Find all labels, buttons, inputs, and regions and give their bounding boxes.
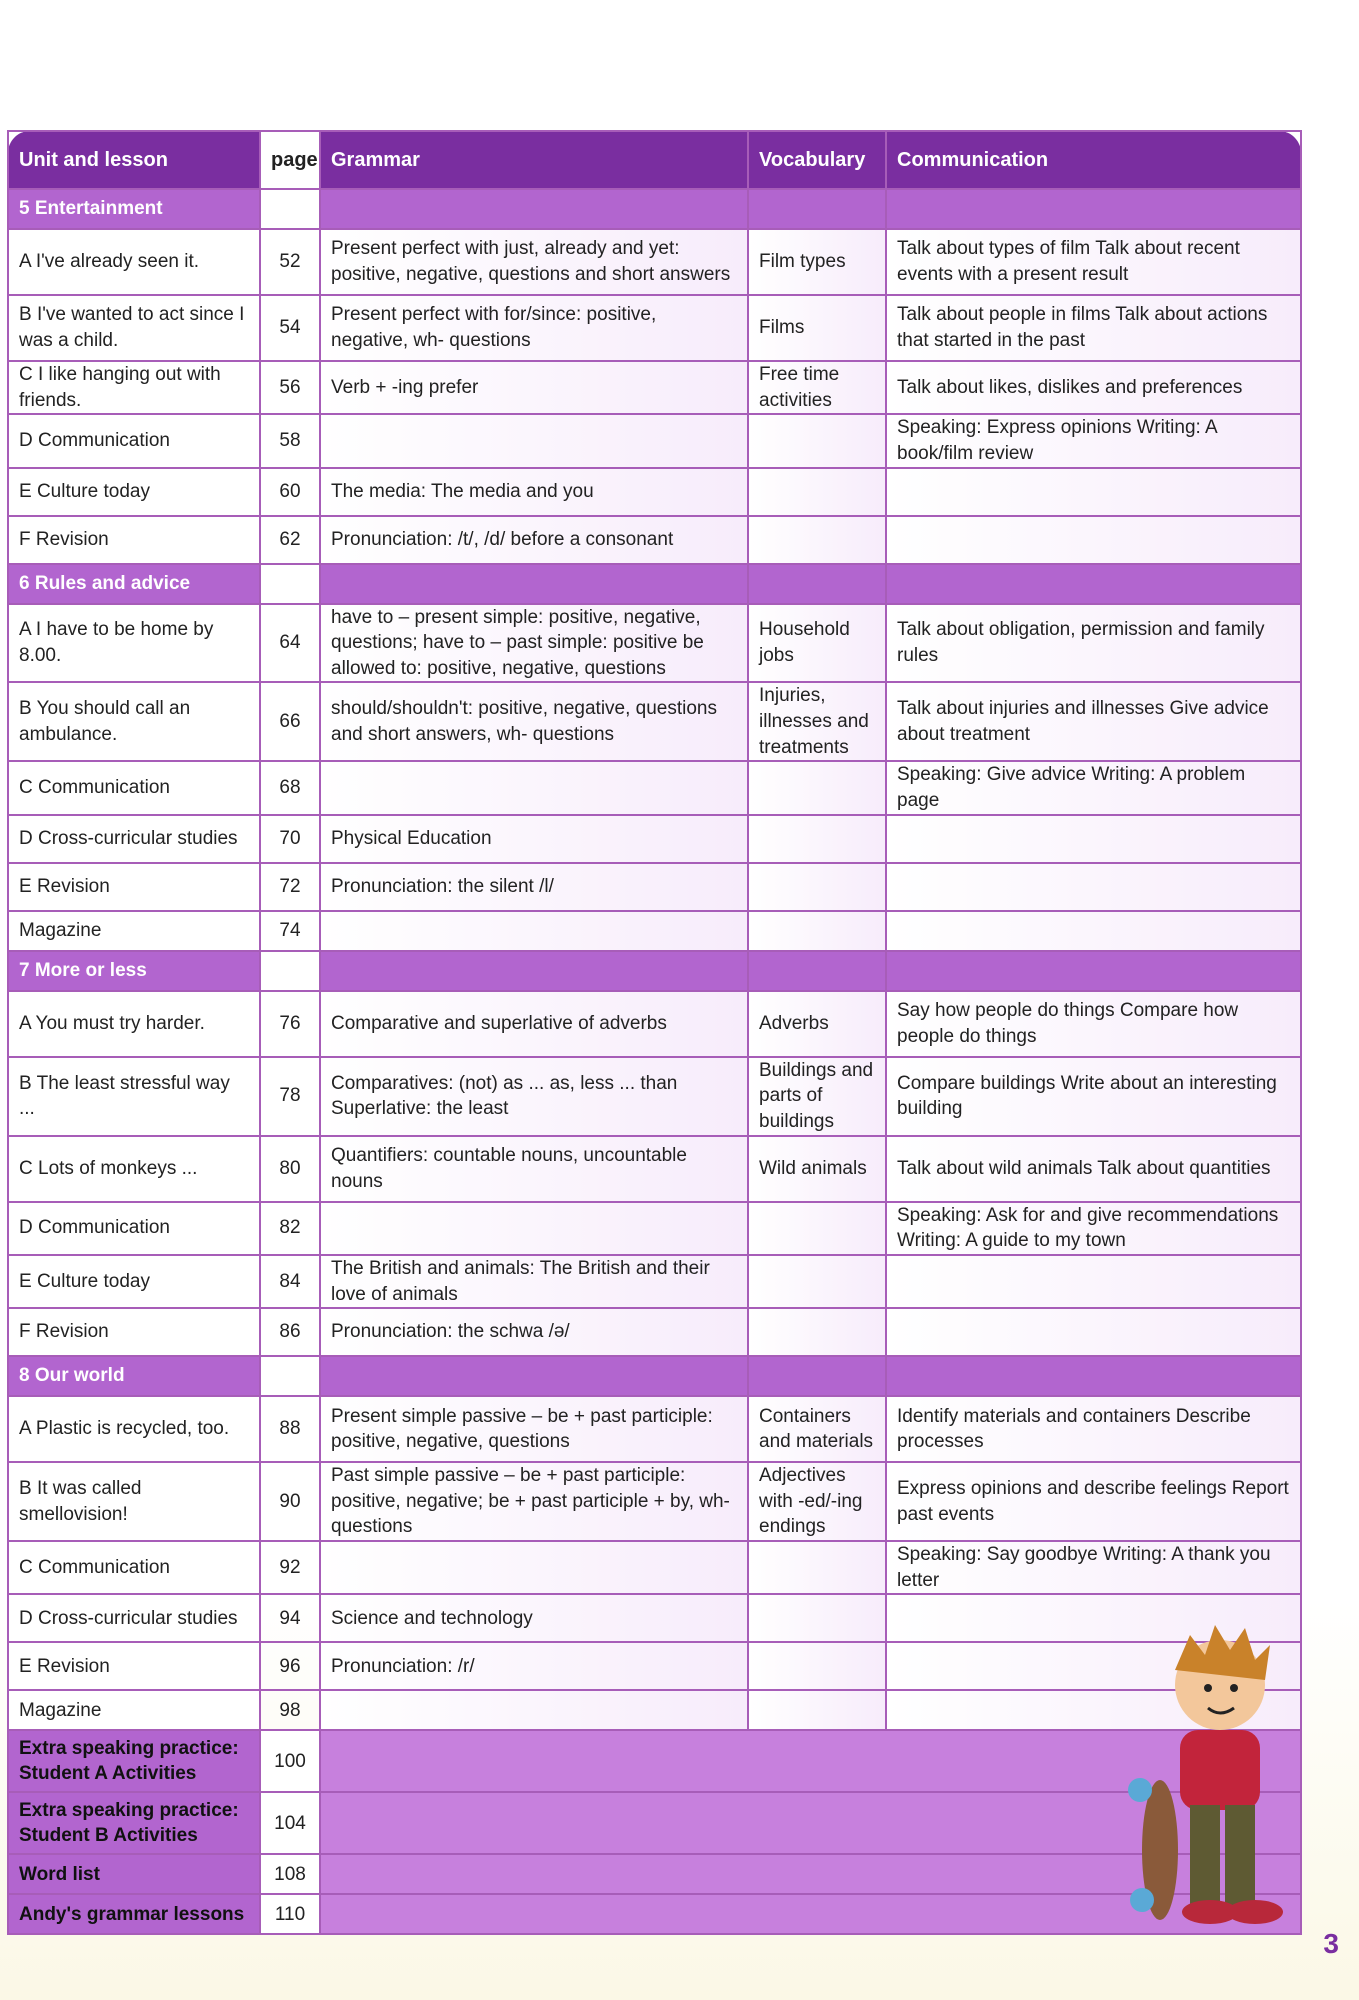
lesson-communication <box>886 911 1301 951</box>
lesson-row <box>8 863 1301 911</box>
lesson-vocabulary <box>748 1594 886 1642</box>
header-unit-and-lesson: Unit and lesson <box>8 131 260 189</box>
lesson-row <box>8 1202 1301 1255</box>
lesson-communication: Speaking: Say goodbye Writing: A thank you letter <box>886 1541 1301 1594</box>
lesson-communication: Talk about wild animals Talk about quantities <box>886 1136 1301 1202</box>
lesson-vocabulary <box>748 1308 886 1356</box>
red-hoodie <box>1180 1730 1260 1810</box>
unit-page-cell <box>260 564 320 604</box>
unit-band-cell <box>320 564 748 604</box>
unit-page-cell <box>260 951 320 991</box>
lesson-title: D Cross-curricular studies <box>8 1594 260 1642</box>
lesson-grammar: Verb + -ing prefer <box>320 361 748 414</box>
eye <box>1204 1684 1212 1692</box>
unit-header-row <box>8 189 1301 229</box>
trouser-leg <box>1225 1805 1255 1905</box>
lesson-row <box>8 1690 1301 1730</box>
header-row <box>8 131 1301 189</box>
unit-band-cell <box>320 951 748 991</box>
lesson-vocabulary: Film types <box>748 229 886 295</box>
unit-page-cell <box>260 189 320 229</box>
unit-band-cell <box>886 1356 1301 1396</box>
boy-with-skateboard-illustration <box>1120 1600 1300 1930</box>
lesson-page: 92 <box>260 1541 320 1594</box>
unit-band-cell <box>886 951 1301 991</box>
lesson-page: 94 <box>260 1594 320 1642</box>
lesson-grammar: Pronunciation: the schwa /ə/ <box>320 1308 748 1356</box>
lesson-title: B The least stressful way ... <box>8 1057 260 1136</box>
lesson-row <box>8 1057 1301 1136</box>
lesson-grammar: The media: The media and you <box>320 468 748 516</box>
lesson-communication: Talk about types of film Talk about recent events with a present result <box>886 229 1301 295</box>
lesson-grammar: Present perfect with just, already and yet: positive, negative, questions and short answers <box>320 229 748 295</box>
lesson-grammar: Past simple passive – be + past participle: positive, negative; be + past participle + by, wh- questions <box>320 1462 748 1541</box>
extra-row <box>8 1894 1301 1934</box>
lesson-vocabulary: Adverbs <box>748 991 886 1057</box>
lesson-communication <box>886 1308 1301 1356</box>
lesson-communication: Speaking: Give advice Writing: A problem page <box>886 761 1301 814</box>
extra-page: 108 <box>260 1854 320 1894</box>
lesson-grammar: Pronunciation: /r/ <box>320 1642 748 1690</box>
extra-page: 110 <box>260 1894 320 1934</box>
lesson-vocabulary: Films <box>748 295 886 361</box>
unit-title: 6 Rules and advice <box>8 564 260 604</box>
lesson-vocabulary <box>748 1690 886 1730</box>
lesson-row <box>8 1136 1301 1202</box>
lesson-grammar: have to – present simple: positive, negative, questions; have to – past simple: positive be allowed to: positive, negative, questions <box>320 604 748 683</box>
lesson-grammar <box>320 911 748 951</box>
lesson-communication: Express opinions and describe feelings Report past events <box>886 1462 1301 1541</box>
lesson-page: 54 <box>260 295 320 361</box>
extra-row <box>8 1792 1301 1854</box>
lesson-row <box>8 1462 1301 1541</box>
lesson-communication: Speaking: Express opinions Writing: A book/film review <box>886 414 1301 467</box>
lesson-row <box>8 414 1301 467</box>
lesson-page: 62 <box>260 516 320 564</box>
lesson-row <box>8 229 1301 295</box>
lesson-row <box>8 1255 1301 1308</box>
lesson-title: F Revision <box>8 516 260 564</box>
lesson-grammar: Present perfect with for/since: positive, negative, wh- questions <box>320 295 748 361</box>
lesson-row <box>8 911 1301 951</box>
lesson-title: B It was called smellovision! <box>8 1462 260 1541</box>
lesson-row <box>8 1642 1301 1690</box>
lesson-vocabulary <box>748 911 886 951</box>
sneaker <box>1227 1900 1283 1924</box>
unit-header-row <box>8 951 1301 991</box>
lesson-title: F Revision <box>8 1308 260 1356</box>
lesson-title: Magazine <box>8 1690 260 1730</box>
lesson-vocabulary <box>748 815 886 863</box>
lesson-vocabulary <box>748 1255 886 1308</box>
lesson-vocabulary: Wild animals <box>748 1136 886 1202</box>
extra-row <box>8 1730 1301 1792</box>
lesson-page: 76 <box>260 991 320 1057</box>
lesson-grammar: Comparative and superlative of adverbs <box>320 991 748 1057</box>
lesson-communication <box>886 863 1301 911</box>
lesson-grammar: Physical Education <box>320 815 748 863</box>
lesson-page: 72 <box>260 863 320 911</box>
lesson-grammar: Quantifiers: countable nouns, uncountable nouns <box>320 1136 748 1202</box>
lesson-vocabulary <box>748 516 886 564</box>
lesson-vocabulary: Free time activities <box>748 361 886 414</box>
extra-label: Andy's grammar lessons <box>8 1894 260 1934</box>
lesson-grammar <box>320 1690 748 1730</box>
extra-row <box>8 1854 1301 1894</box>
lesson-title: B I've wanted to act since I was a child. <box>8 295 260 361</box>
skateboard-wheel <box>1130 1888 1154 1912</box>
lesson-vocabulary: Containers and materials <box>748 1396 886 1462</box>
header-communication: Communication <box>886 131 1301 189</box>
toc-body <box>8 189 1301 1934</box>
eye <box>1230 1684 1238 1692</box>
lesson-grammar <box>320 1202 748 1255</box>
lesson-row <box>8 295 1301 361</box>
lesson-page: 96 <box>260 1642 320 1690</box>
lesson-title: A You must try harder. <box>8 991 260 1057</box>
page-number: 3 <box>1323 1928 1339 1959</box>
unit-page-cell <box>260 1356 320 1396</box>
lesson-page: 98 <box>260 1690 320 1730</box>
lesson-row <box>8 1396 1301 1462</box>
lesson-vocabulary <box>748 863 886 911</box>
lesson-vocabulary: Household jobs <box>748 604 886 683</box>
lesson-communication <box>886 516 1301 564</box>
lesson-title: C Communication <box>8 761 260 814</box>
lesson-page: 78 <box>260 1057 320 1136</box>
lesson-vocabulary <box>748 1202 886 1255</box>
lesson-grammar: Pronunciation: /t/, /d/ before a consonant <box>320 516 748 564</box>
header-grammar: Grammar <box>320 131 748 189</box>
lesson-title: A I have to be home by 8.00. <box>8 604 260 683</box>
lesson-page: 86 <box>260 1308 320 1356</box>
lesson-row <box>8 468 1301 516</box>
lesson-page: 66 <box>260 682 320 761</box>
lesson-row <box>8 516 1301 564</box>
lesson-vocabulary <box>748 414 886 467</box>
lesson-communication <box>886 1255 1301 1308</box>
lesson-grammar: Present simple passive – be + past participle: positive, negative, questions <box>320 1396 748 1462</box>
lesson-vocabulary: Injuries, illnesses and treatments <box>748 682 886 761</box>
lesson-communication: Identify materials and containers Describe processes <box>886 1396 1301 1462</box>
lesson-vocabulary <box>748 1541 886 1594</box>
lesson-page: 82 <box>260 1202 320 1255</box>
lesson-page: 84 <box>260 1255 320 1308</box>
unit-band-cell <box>748 951 886 991</box>
unit-band-cell <box>320 189 748 229</box>
lesson-communication: Talk about obligation, permission and family rules <box>886 604 1301 683</box>
lesson-title: E Revision <box>8 863 260 911</box>
extra-page: 100 <box>260 1730 320 1792</box>
lesson-page: 68 <box>260 761 320 814</box>
skateboard-wheel <box>1128 1778 1152 1802</box>
unit-title: 5 Entertainment <box>8 189 260 229</box>
unit-band-cell <box>748 189 886 229</box>
lesson-communication: Talk about likes, dislikes and preferences <box>886 361 1301 414</box>
lesson-vocabulary <box>748 761 886 814</box>
lesson-communication: Say how people do things Compare how people do things <box>886 991 1301 1057</box>
table-of-contents <box>7 130 1302 1935</box>
lesson-row <box>8 1594 1301 1642</box>
lesson-communication <box>886 468 1301 516</box>
unit-header-row <box>8 564 1301 604</box>
lesson-title: D Communication <box>8 414 260 467</box>
lesson-row <box>8 1541 1301 1594</box>
extra-label: Extra speaking practice: Student B Activities <box>8 1792 260 1854</box>
lesson-page: 80 <box>260 1136 320 1202</box>
unit-title: 8 Our world <box>8 1356 260 1396</box>
lesson-page: 58 <box>260 414 320 467</box>
lesson-communication: Talk about injuries and illnesses Give advice about treatment <box>886 682 1301 761</box>
unit-title: 7 More or less <box>8 951 260 991</box>
lesson-title: E Culture today <box>8 468 260 516</box>
lesson-page: 74 <box>260 911 320 951</box>
lesson-page: 90 <box>260 1462 320 1541</box>
lesson-grammar <box>320 1541 748 1594</box>
lesson-page: 52 <box>260 229 320 295</box>
extra-page: 104 <box>260 1792 320 1854</box>
lesson-title: B You should call an ambulance. <box>8 682 260 761</box>
lesson-row <box>8 361 1301 414</box>
extra-label: Extra speaking practice: Student A Activities <box>8 1730 260 1792</box>
lesson-page: 88 <box>260 1396 320 1462</box>
lesson-title: C Lots of monkeys ... <box>8 1136 260 1202</box>
unit-band-cell <box>886 564 1301 604</box>
lesson-grammar: Pronunciation: the silent /l/ <box>320 863 748 911</box>
lesson-grammar: The British and animals: The British and their love of animals <box>320 1255 748 1308</box>
lesson-grammar: Comparatives: (not) as ... as, less ... than Superlative: the least <box>320 1057 748 1136</box>
lesson-vocabulary: Adjectives with -ed/-ing endings <box>748 1462 886 1541</box>
header-page: page <box>260 131 320 189</box>
lesson-vocabulary <box>748 1642 886 1690</box>
lesson-title: E Revision <box>8 1642 260 1690</box>
lesson-communication: Compare buildings Write about an interesting building <box>886 1057 1301 1136</box>
lesson-title: D Cross-curricular studies <box>8 815 260 863</box>
lesson-row <box>8 815 1301 863</box>
unit-header-row <box>8 1356 1301 1396</box>
extra-label: Word list <box>8 1854 260 1894</box>
lesson-title: Magazine <box>8 911 260 951</box>
lesson-title: A Plastic is recycled, too. <box>8 1396 260 1462</box>
unit-band-cell <box>748 1356 886 1396</box>
lesson-title: E Culture today <box>8 1255 260 1308</box>
lesson-page: 70 <box>260 815 320 863</box>
lesson-communication <box>886 815 1301 863</box>
unit-band-cell <box>748 564 886 604</box>
lesson-row <box>8 604 1301 683</box>
lesson-vocabulary <box>748 468 886 516</box>
lesson-communication: Speaking: Ask for and give recommendations Writing: A guide to my town <box>886 1202 1301 1255</box>
lesson-grammar: Science and technology <box>320 1594 748 1642</box>
lesson-title: A I've already seen it. <box>8 229 260 295</box>
lesson-vocabulary: Buildings and parts of buildings <box>748 1057 886 1136</box>
lesson-row <box>8 761 1301 814</box>
lesson-page: 64 <box>260 604 320 683</box>
lesson-grammar <box>320 761 748 814</box>
trouser-leg <box>1190 1805 1220 1905</box>
lesson-title: D Communication <box>8 1202 260 1255</box>
unit-band-cell <box>320 1356 748 1396</box>
lesson-grammar <box>320 414 748 467</box>
lesson-title: C Communication <box>8 1541 260 1594</box>
lesson-grammar: should/shouldn't: positive, negative, questions and short answers, wh- questions <box>320 682 748 761</box>
lesson-page: 56 <box>260 361 320 414</box>
lesson-communication: Talk about people in films Talk about actions that started in the past <box>886 295 1301 361</box>
lesson-page: 60 <box>260 468 320 516</box>
header-vocabulary: Vocabulary <box>748 131 886 189</box>
lesson-title: C I like hanging out with friends. <box>8 361 260 414</box>
unit-band-cell <box>886 189 1301 229</box>
lesson-row <box>8 682 1301 761</box>
lesson-row <box>8 1308 1301 1356</box>
lesson-row <box>8 991 1301 1057</box>
